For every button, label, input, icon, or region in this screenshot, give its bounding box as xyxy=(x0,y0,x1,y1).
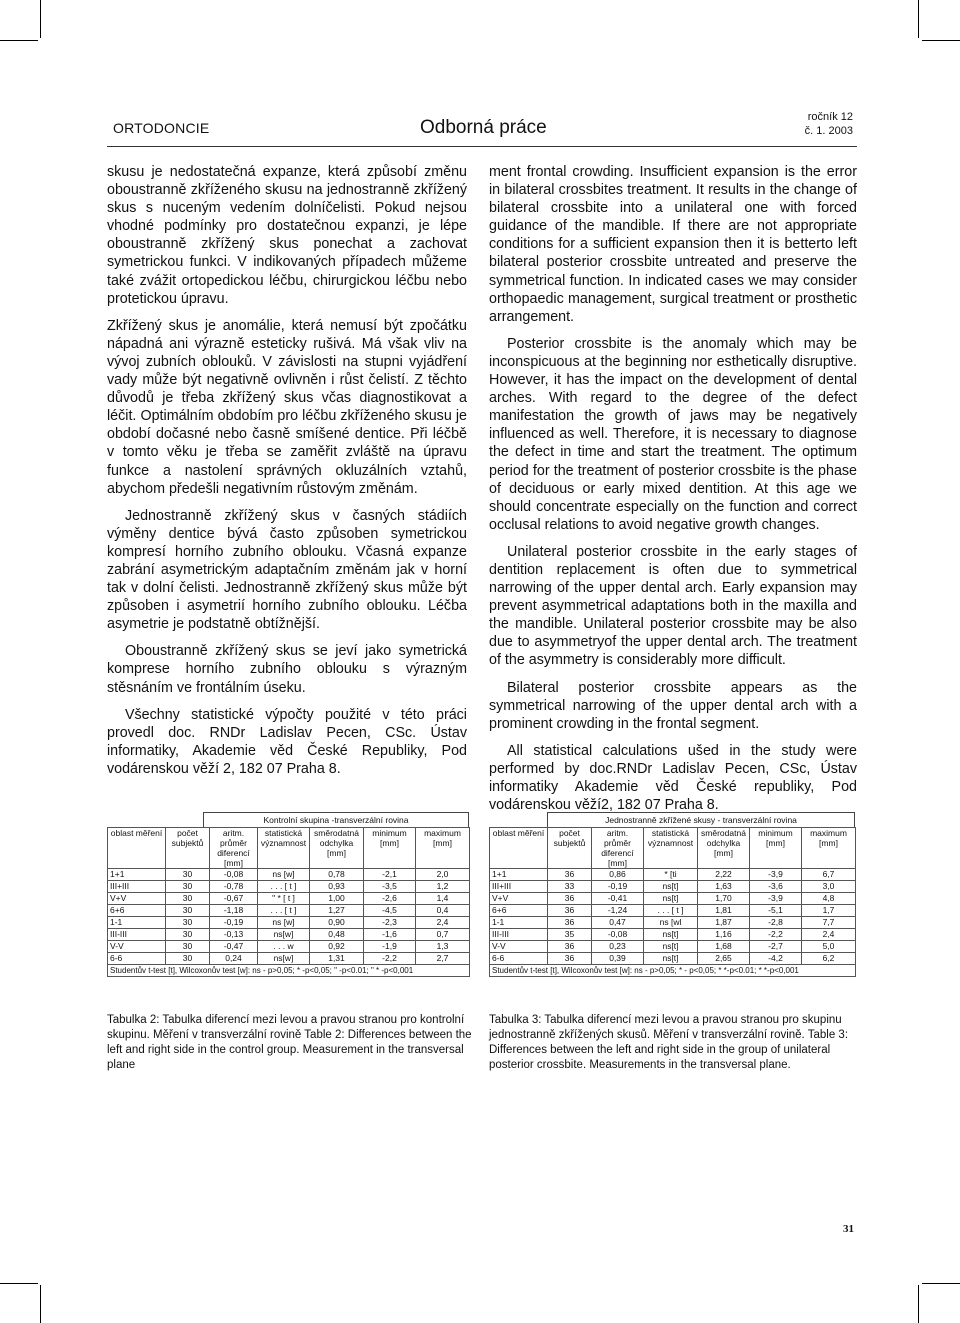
paragraph: ment frontal crowding. Insufficient expansion is the error in bilateral crossbites treatment. It results in the change of bilateral crossbite into a unilateral one with forced guidance of the mandible. If there are not appropriate conditions for a sufficient expansion then it is betterto left bilateral posterior crossbite untreated and preserve the symmetrical function. In indicated cases we may consider orthopaedic management, surgical treatment or prosthetic arrangement. xyxy=(489,164,857,325)
cell: 2,7 xyxy=(416,953,470,965)
crop-mark xyxy=(918,1285,919,1323)
cell: 1,63 xyxy=(698,881,750,893)
column-header: statistická významnost xyxy=(258,828,310,869)
cell: 2,0 xyxy=(416,869,470,881)
column-header: oblast měření xyxy=(108,828,166,869)
table-3 xyxy=(489,812,855,977)
column-header: aritm. průměr diferencí [mm] xyxy=(592,828,644,869)
column-header: maximum [mm] xyxy=(802,828,856,869)
cell: -2,7 xyxy=(750,941,802,953)
cell: -1,9 xyxy=(364,941,416,953)
cell: 6,7 xyxy=(802,869,856,881)
cell: 1,70 xyxy=(698,893,750,905)
paragraph: Posterior crossbite is the anomaly which may be inconspicuous at the beginning nor esthetically disruptive. However, it has the impact on the development of dental arches. With regard to the degree of the defect manifestation the growth of jaws may be negatively influenced as well. Therefore, it is necessary to diagnose the defect in time and start the treatment. The optimum period for the treatment of posterior crossbite is the phase of deciduous or early mixed dentition. At this age we should concentrate especially on the function and correct occlusal relations to avoid negative growth changes. xyxy=(489,335,857,533)
cell: -2,2 xyxy=(750,929,802,941)
cell: . . . [ t ] xyxy=(258,881,310,893)
table-title: Kontrolní skupina -transverzální rovina xyxy=(203,812,469,827)
cell: -0,13 xyxy=(210,929,258,941)
column-header: minimum [mm] xyxy=(364,828,416,869)
cell: 0,93 xyxy=(310,881,364,893)
cell: 5,0 xyxy=(802,941,856,953)
cell: 30 xyxy=(166,905,210,917)
cell: 0,47 xyxy=(592,917,644,929)
paragraph: Jednostranně zkřížený skus v časných stádiích výměny dentice bývá často způsoben symetrickou kompresí horního zubního oblouku. Včasná expanze zabrání asymetrickým adaptačním změnám jak v horní tak v dolní čelisti. Jednostranně zkřížený skus může být způsoben i asymetrií horního zubního oblouku. Léčba asymetrie je podstatně obtížnější. xyxy=(107,507,467,633)
cell: -3,9 xyxy=(750,893,802,905)
table-3-caption: Tabulka 3: Tabulka diferencí mezi levou a pravou stranou pro skupinu jednostranně zkřížených skusů. Měření v transverzální rovině. Table 3: Differences between the left and right side in the group of unilateral posterior crossbite. Measurements in the transversal plane. xyxy=(489,1014,849,1071)
cell: 1,81 xyxy=(698,905,750,917)
table-row xyxy=(490,905,856,917)
column-header: oblast měření xyxy=(490,828,548,869)
table-row xyxy=(108,881,470,893)
column-header: počet subjektů xyxy=(548,828,592,869)
cell: 2,4 xyxy=(416,917,470,929)
volume-info xyxy=(805,110,853,138)
crop-mark xyxy=(0,1283,38,1284)
table-row xyxy=(490,917,856,929)
cell: III-III xyxy=(490,929,548,941)
cell: -5,1 xyxy=(750,905,802,917)
cell: 1,4 xyxy=(416,893,470,905)
table-row xyxy=(108,953,470,965)
cell: -2,6 xyxy=(364,893,416,905)
cell: 1,27 xyxy=(310,905,364,917)
cell: 30 xyxy=(166,953,210,965)
cell: 30 xyxy=(166,881,210,893)
cell: 2,65 xyxy=(698,953,750,965)
table-row xyxy=(490,893,856,905)
crop-mark xyxy=(40,0,41,38)
english-column xyxy=(489,163,857,823)
cell: V+V xyxy=(490,893,548,905)
column-header: počet subjektů xyxy=(166,828,210,869)
column-header: maximum [mm] xyxy=(416,828,470,869)
cell: -0,19 xyxy=(210,917,258,929)
table-row xyxy=(108,929,470,941)
volume-line: ročník 12 xyxy=(807,111,853,123)
paragraph: Oboustranně zkřížený skus se jeví jako symetrická komprese horního zubního oblouku s výrazným stěsnáním ve frontálním úseku. xyxy=(107,643,467,696)
running-header xyxy=(107,108,857,144)
cell: 36 xyxy=(548,953,592,965)
cell: 1-1 xyxy=(490,917,548,929)
issue-line: č. 1. 2003 xyxy=(804,125,853,137)
paragraph: All statistical calculations ušed in the study were performed by doc.RNDr Ladislav Pecen, CSc, Ústav informatiky Akademie věd České republiky, Pod vodárenskou věží2, 182 07 Praha 8. xyxy=(489,742,857,814)
cell: 30 xyxy=(166,917,210,929)
cell: 6,2 xyxy=(802,953,856,965)
cell: 35 xyxy=(548,929,592,941)
paragraph: Bilateral posterior crossbite appears as the symmetrical narrowing of the upper dental arch with a prominent crowding in the frontal segment. xyxy=(489,679,857,732)
table-2-caption: Tabulka 2: Tabulka diferencí mezi levou a pravou stranou pro kontrolní skupinu. Měření v transverzální rovině Table 2: Differences between the left and right side in the control group. Measurement in the transversal plane xyxy=(107,1014,472,1071)
cell: ns [w] xyxy=(258,917,310,929)
paragraph: skusu je nedostatečná expanze, která způsobí změnu oboustranně zkříženého skusu na jednostranně zkřížený skus s nuceným vedením dolníčelisti. Pokud nejsou vhodné podmínky pro dostatečnou expanzi, je lépe oboustranně zkřížený skus ponechat a zachovat symetrickou funkci. V indikovaných případech můžeme také zvážit ortopedickou léčbu, chirurgickou léčbu nebo protetickou úpravu. xyxy=(107,164,467,307)
cell: 0,23 xyxy=(592,941,644,953)
cell: -4,2 xyxy=(750,953,802,965)
cell: 0,86 xyxy=(592,869,644,881)
cell: 1+1 xyxy=(490,869,548,881)
cell: 0,7 xyxy=(416,929,470,941)
table-row xyxy=(108,869,470,881)
cell: 30 xyxy=(166,893,210,905)
cell: . . . [ t ] xyxy=(258,905,310,917)
cell: -2,8 xyxy=(750,917,802,929)
cell: III+III xyxy=(490,881,548,893)
crop-mark xyxy=(0,40,38,41)
cell: -3,5 xyxy=(364,881,416,893)
table-row xyxy=(490,929,856,941)
paragraph: Všechny statistické výpočty použité v této práci provedl doc. RNDr Ladislav Pecen, CSc. Ústav informatiky, Akademie věd České Republiky, Pod vodárenskou věží 2, 182 07 Praha 8. xyxy=(107,706,467,777)
cell: . . . [ t ] xyxy=(644,905,698,917)
column-header: aritm. průměr diferencí [mm] xyxy=(210,828,258,869)
table-row xyxy=(108,905,470,917)
cell: 30 xyxy=(166,869,210,881)
cell: 2,4 xyxy=(802,929,856,941)
footnote-text: Studentův t-test [t], Wilcoxonův test [w]: ns - p>0,05; * - p<0,05; * *-p<0.01; * *-p<0,001 xyxy=(490,965,856,977)
crop-mark xyxy=(922,40,960,41)
table-row xyxy=(490,941,856,953)
crop-mark xyxy=(918,0,919,38)
table-row xyxy=(490,869,856,881)
cell: 1,7 xyxy=(802,905,856,917)
header-row xyxy=(490,828,856,869)
cell: -2,2 xyxy=(364,953,416,965)
cell: 1,87 xyxy=(698,917,750,929)
cell: ns[t] xyxy=(644,893,698,905)
table-row xyxy=(108,941,470,953)
table-footnote xyxy=(490,965,856,977)
header-rule xyxy=(107,146,857,147)
cell: -1,18 xyxy=(210,905,258,917)
journal-section: ORTODONCIE xyxy=(113,120,210,136)
cell: 1,3 xyxy=(416,941,470,953)
cell: ns [wl xyxy=(644,917,698,929)
cell: 30 xyxy=(166,929,210,941)
cell: -0,08 xyxy=(592,929,644,941)
cell: 0,48 xyxy=(310,929,364,941)
cell: 1-1 xyxy=(108,917,166,929)
cell: 3,0 xyxy=(802,881,856,893)
cell: -1,24 xyxy=(592,905,644,917)
cell: -3,9 xyxy=(750,869,802,881)
cell: -0,67 xyxy=(210,893,258,905)
cell: ns[t] xyxy=(644,929,698,941)
cell: ns[t] xyxy=(644,953,698,965)
cell: 36 xyxy=(548,893,592,905)
cell: 6+6 xyxy=(108,905,166,917)
table-row xyxy=(490,881,856,893)
cell: 36 xyxy=(548,941,592,953)
cell: 36 xyxy=(548,869,592,881)
cell: 6-6 xyxy=(108,953,166,965)
table-footnote xyxy=(108,965,470,977)
table-row xyxy=(108,917,470,929)
cell: 4,8 xyxy=(802,893,856,905)
cell: 33 xyxy=(548,881,592,893)
czech-column xyxy=(107,163,467,787)
column-header: minimum [mm] xyxy=(750,828,802,869)
crop-mark xyxy=(922,1283,960,1284)
cell: ns [w] xyxy=(258,869,310,881)
cell: V+V xyxy=(108,893,166,905)
crop-mark xyxy=(40,1285,41,1323)
table-row xyxy=(490,953,856,965)
cell: 2,22 xyxy=(698,869,750,881)
cell: 1,68 xyxy=(698,941,750,953)
cell: -4,5 xyxy=(364,905,416,917)
paragraph: Unilateral posterior crossbite in the early stages of dentition replacement is often due to symmetrical narrowing of the upper dental arch. Early expansion may prevent asymmetrical adaptations both in the maxilla and the mandible. Unilateral posterior crossbite may be also due to asymmetryof the upper dental arch. The treatment of the asymmetry is considerably more difficult. xyxy=(489,543,857,669)
cell: ns[t] xyxy=(644,881,698,893)
cell: 1,16 xyxy=(698,929,750,941)
cell: -2,3 xyxy=(364,917,416,929)
cell: -3,6 xyxy=(750,881,802,893)
cell: 36 xyxy=(548,917,592,929)
article-type: Odborná práce xyxy=(420,117,547,138)
cell: 1,00 xyxy=(310,893,364,905)
cell: 0,39 xyxy=(592,953,644,965)
column-header: statistická významnost xyxy=(644,828,698,869)
cell: 6+6 xyxy=(490,905,548,917)
paragraph: Zkřížený skus je anomálie, která nemusí být zpočátku nápadná ani výrazně esteticky rušivá. Má však vliv na vývoj zubních oblouků. V závislosti na stupni vyjádření vady může být negativně ovlivněn i růst čelistí. Z těchto důvodů je třeba zkřížený skus včas diagnostikovat a léčit. Optimálním obdobím pro léčbu zkříženého skusu je období dočasné nebo časně smíšené dentice. Při léčbě v tomto věku je třeba se zaměřit zvláště na úpravu funkce a nastolení správných okluzálních vztahů, abychom předešli negativním růstovým změnám. xyxy=(107,317,467,497)
cell: ns[w] xyxy=(258,953,310,965)
cell: ns[w] xyxy=(258,929,310,941)
cell: III-III xyxy=(108,929,166,941)
cell: -0,19 xyxy=(592,881,644,893)
cell: 6-6 xyxy=(490,953,548,965)
cell: V-V xyxy=(108,941,166,953)
data-table xyxy=(489,827,856,977)
table-row xyxy=(108,893,470,905)
cell: 7,7 xyxy=(802,917,856,929)
cell: " * [ t ] xyxy=(258,893,310,905)
cell: 0,90 xyxy=(310,917,364,929)
cell: ns[t] xyxy=(644,941,698,953)
cell: 1,2 xyxy=(416,881,470,893)
cell: -0,78 xyxy=(210,881,258,893)
cell: V-V xyxy=(490,941,548,953)
page-number: 31 xyxy=(843,1223,854,1235)
column-header: směrodatná odchylka [mm] xyxy=(310,828,364,869)
cell: 0,24 xyxy=(210,953,258,965)
cell: 30 xyxy=(166,941,210,953)
cell: -1,6 xyxy=(364,929,416,941)
cell: -0,41 xyxy=(592,893,644,905)
cell: III+III xyxy=(108,881,166,893)
cell: 0,78 xyxy=(310,869,364,881)
cell: -2,1 xyxy=(364,869,416,881)
cell: . . . w xyxy=(258,941,310,953)
footnote-text: Studentův t-test [t], Wilcoxonův test [w]: ns - p>0,05; * -p<0,05; " -p<0.01; " * -p<0,001 xyxy=(108,965,470,977)
table-2 xyxy=(107,812,469,977)
cell: 0,92 xyxy=(310,941,364,953)
cell: 0,4 xyxy=(416,905,470,917)
header-row xyxy=(108,828,470,869)
cell: 1,31 xyxy=(310,953,364,965)
cell: * [ti xyxy=(644,869,698,881)
cell: 1+1 xyxy=(108,869,166,881)
cell: 36 xyxy=(548,905,592,917)
table-title: Jednostranně zkřížené skusy - transverzální rovina xyxy=(547,812,855,827)
data-table xyxy=(107,827,470,977)
cell: -0,47 xyxy=(210,941,258,953)
cell: -0,08 xyxy=(210,869,258,881)
column-header: směrodatná odchylka [mm] xyxy=(698,828,750,869)
